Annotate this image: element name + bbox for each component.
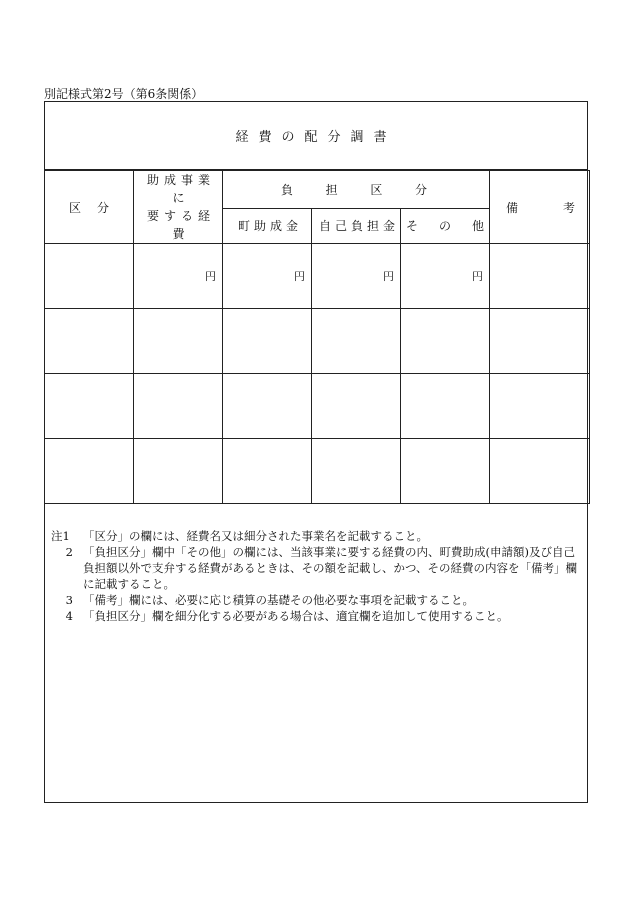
cell-jiko-futankin[interactable] (312, 309, 401, 374)
cell-sonota[interactable] (401, 244, 490, 309)
header-sonota: そ の 他 (401, 208, 490, 243)
cell-jigyo-keihi[interactable] (134, 374, 223, 439)
yen-unit: 円 (383, 270, 394, 283)
cell-sonota[interactable] (401, 439, 490, 504)
header-biko: 備 考 (490, 171, 590, 244)
cell-kubun[interactable] (45, 244, 134, 309)
note-text: 「負担区分」欄中「その他」の欄には、当該事業に要する経費の内、町費助成(申請額)及び自己負担額以外で支弁する経費があるときは、その額を記載し、かつ、その経費の内容を「備考」欄に記載すること。 (83, 545, 578, 591)
cell-biko[interactable] (490, 439, 590, 504)
table-row (45, 374, 590, 439)
cell-biko[interactable] (490, 374, 590, 439)
yen-unit: 円 (294, 270, 305, 283)
note-text: 「区分」の欄には、経費名又は細分された事業名を記載すること。 (83, 529, 428, 543)
note-item (51, 544, 583, 592)
cost-allocation-table (44, 170, 590, 504)
form-frame (44, 101, 588, 803)
header-row-1 (45, 171, 590, 209)
note-number: 4 (65, 609, 73, 623)
header-cho-joseikin: 町助成金 (223, 208, 312, 243)
form-label: 別記様式第2号（第6条関係） (44, 87, 204, 101)
cell-cho-joseikin[interactable] (223, 309, 312, 374)
cell-jiko-futankin[interactable] (312, 374, 401, 439)
cell-jigyo-keihi[interactable] (134, 244, 223, 309)
note-number: 3 (65, 593, 73, 607)
header-jiko-futankin: 自己負担金 (312, 208, 401, 243)
note-item (51, 608, 583, 624)
cell-cho-joseikin[interactable] (223, 439, 312, 504)
header-futan-kubun: 負 担 区 分 (223, 171, 490, 209)
yen-unit: 円 (205, 270, 216, 283)
cell-jigyo-keihi[interactable] (134, 439, 223, 504)
cell-kubun[interactable] (45, 374, 134, 439)
note-number: 2 (65, 545, 73, 559)
cell-cho-joseikin[interactable] (223, 244, 312, 309)
cell-kubun[interactable] (45, 439, 134, 504)
cell-biko[interactable] (490, 309, 590, 374)
cell-kubun[interactable] (45, 309, 134, 374)
notes-section (51, 528, 583, 624)
cell-biko[interactable] (490, 244, 590, 309)
cell-jigyo-keihi[interactable] (134, 309, 223, 374)
cell-jiko-futankin[interactable] (312, 244, 401, 309)
header-jigyo-keihi: 助成事業に 要する経費 (134, 171, 223, 244)
table-row (45, 309, 590, 374)
yen-unit: 円 (472, 270, 484, 283)
cell-cho-joseikin[interactable] (223, 374, 312, 439)
note-text: 「備考」欄には、必要に応じ積算の基礎その他必要な事項を記載すること。 (83, 593, 474, 607)
table-row (45, 244, 590, 309)
cell-jiko-futankin[interactable] (312, 439, 401, 504)
note-number: 注1 (51, 529, 70, 543)
header-kubun: 区 分 (45, 171, 134, 244)
note-text: 「負担区分」欄を細分化する必要がある場合は、適宜欄を追加して使用すること。 (83, 609, 509, 623)
table-row (45, 439, 590, 504)
note-item (51, 592, 583, 608)
note-item (51, 528, 583, 544)
cell-sonota[interactable] (401, 374, 490, 439)
cell-sonota[interactable] (401, 309, 490, 374)
document-title: 経費の配分調書 (45, 102, 587, 170)
